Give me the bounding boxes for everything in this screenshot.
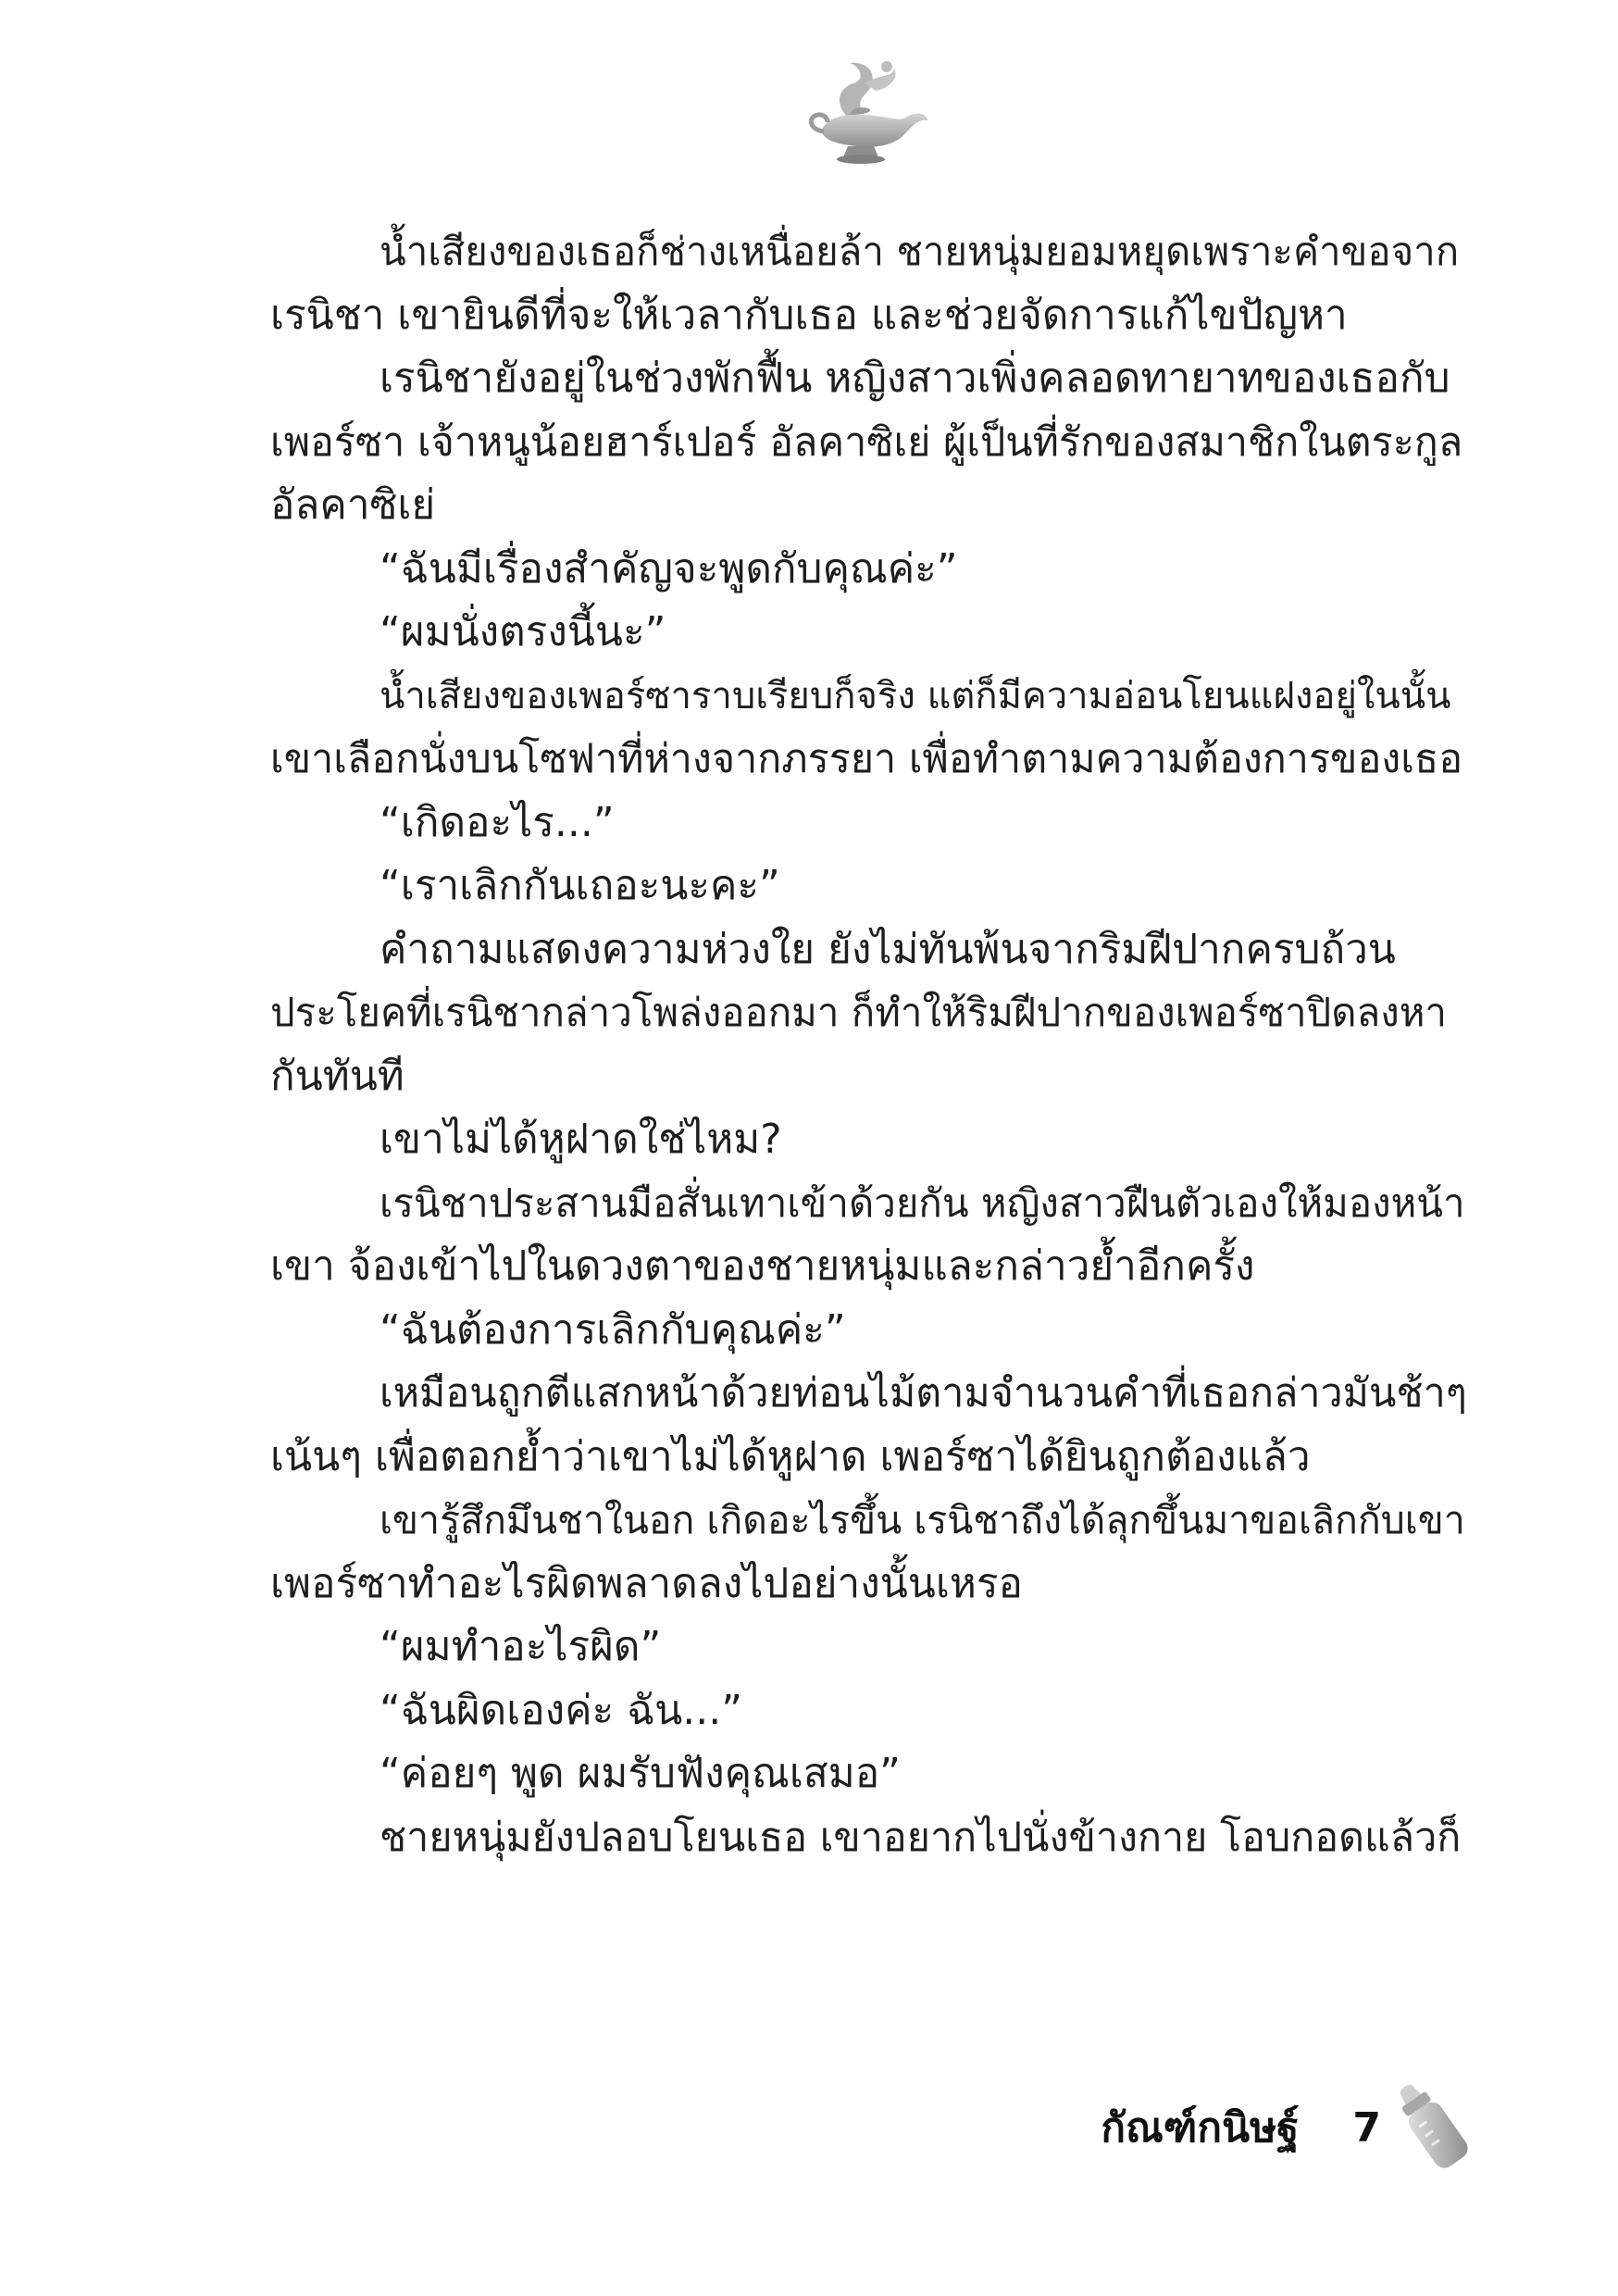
text-line: เพอร์ซาทำอะไรผิดพลาดลงไปอย่างนั้นเหรอ xyxy=(270,1559,1023,1607)
text-line: “ผมนั่งตรงนี้นะ” xyxy=(380,608,666,655)
magic-lamp-icon xyxy=(796,56,935,167)
text-line: “เกิดอะไร...” xyxy=(380,798,615,846)
text-line: เขาไม่ได้หูฝาดใช่ไหม? xyxy=(380,1116,782,1163)
page-footer xyxy=(1101,2090,1479,2165)
text-line: เน้นๆ เพื่อตอกย้ำว่าเขาไม่ได้หูฝาด เพอร์ซาได้ยินถูกต้องแล้ว xyxy=(270,1432,1311,1480)
text-line: “ค่อยๆ พูด ผมรับฟังคุณเสมอ” xyxy=(380,1750,901,1797)
text-line: “ฉันต้องการเลิกกับคุณค่ะ” xyxy=(380,1305,846,1354)
text-line: “เราเลิกกันเถอะนะคะ” xyxy=(380,862,780,909)
text-line: ประโยคที่เรนิชากล่าวโพล่งออกมา ก็ทำให้ริมฝีปากของเพอร์ซาปิดลงหา xyxy=(270,990,1447,1035)
text-line: คำถามแสดงความห่วงใย ยังไม่ทันพ้นจากริมฝีปากครบถ้วน xyxy=(380,925,1396,973)
text-line: กันทันที xyxy=(270,1052,404,1100)
text-line: เหมือนถูกตีแสกหน้าด้วยท่อนไม้ตามจำนวนคำที่เธอกล่าวมันช้าๆ xyxy=(380,1370,1467,1416)
page-number: 7 xyxy=(1352,2103,1381,2152)
text-line: เพอร์ซา เจ้าหนูน้อยฮาร์เปอร์ อัลคาซิเย่ ผู้เป็นที่รักของสมาชิกในตระกูล xyxy=(270,418,1463,466)
text-line: เรนิชาประสานมือสั่นเทาเข้าด้วยกัน หญิงสาวฝืนตัวเองให้มองหน้า xyxy=(380,1179,1465,1226)
text-line: เขา จ้องเข้าไปในดวงตาของชายหนุ่มและกล่าวย้ำอีกครั้ง xyxy=(270,1242,1255,1290)
text-line: “ฉันมีเรื่องสำคัญจะพูดกับคุณค่ะ” xyxy=(380,544,958,593)
text-line: “ผมทำอะไรผิด” xyxy=(380,1623,662,1670)
text-line: น้ำเสียงของเธอก็ช่างเหนื่อยล้า ชายหนุ่มยอมหยุดเพราะคำขอจาก xyxy=(380,229,1460,274)
text-line: เขารู้สึกมึนชาในอก เกิดอะไรขึ้น เรนิชาถึงได้ลุกขึ้นมาขอเลิกกับเขา xyxy=(380,1498,1465,1542)
text-line: อัลคาซิเย่ xyxy=(270,481,436,529)
text-line: “ฉันผิดเองค่ะ ฉัน...” xyxy=(380,1686,743,1734)
text-line: ชายหนุ่มยังปลอบโยนเธอ เขาอยากไปนั่งข้างกาย โอบกอดแล้วก็ xyxy=(380,1814,1462,1861)
text-line: เรนิชายังอยู่ในช่วงพักฟื้น หญิงสาวเพิ่งคลอดทายาทของเธอกับ xyxy=(380,355,1450,402)
text-line: น้ำเสียงของเพอร์ซาราบเรียบก็จริง แต่ก็มีความอ่อนโยนแฝงอยู่ในนั้น xyxy=(380,674,1451,718)
text-line: เขาเลือกนั่งบนโซฟาที่ห่างจากภรรยา เพื่อทำตามความต้องการของเธอ xyxy=(270,736,1463,782)
book-title: กัณฑ์กนิษฐ์ xyxy=(1101,2104,1300,2152)
body-text xyxy=(270,220,1467,1869)
baby-bottle-icon xyxy=(1387,2077,1479,2178)
text-line: เรนิชา เขายินดีที่จะให้เวลากับเธอ และช่วยจัดการแก้ไขปัญหา xyxy=(270,291,1348,339)
